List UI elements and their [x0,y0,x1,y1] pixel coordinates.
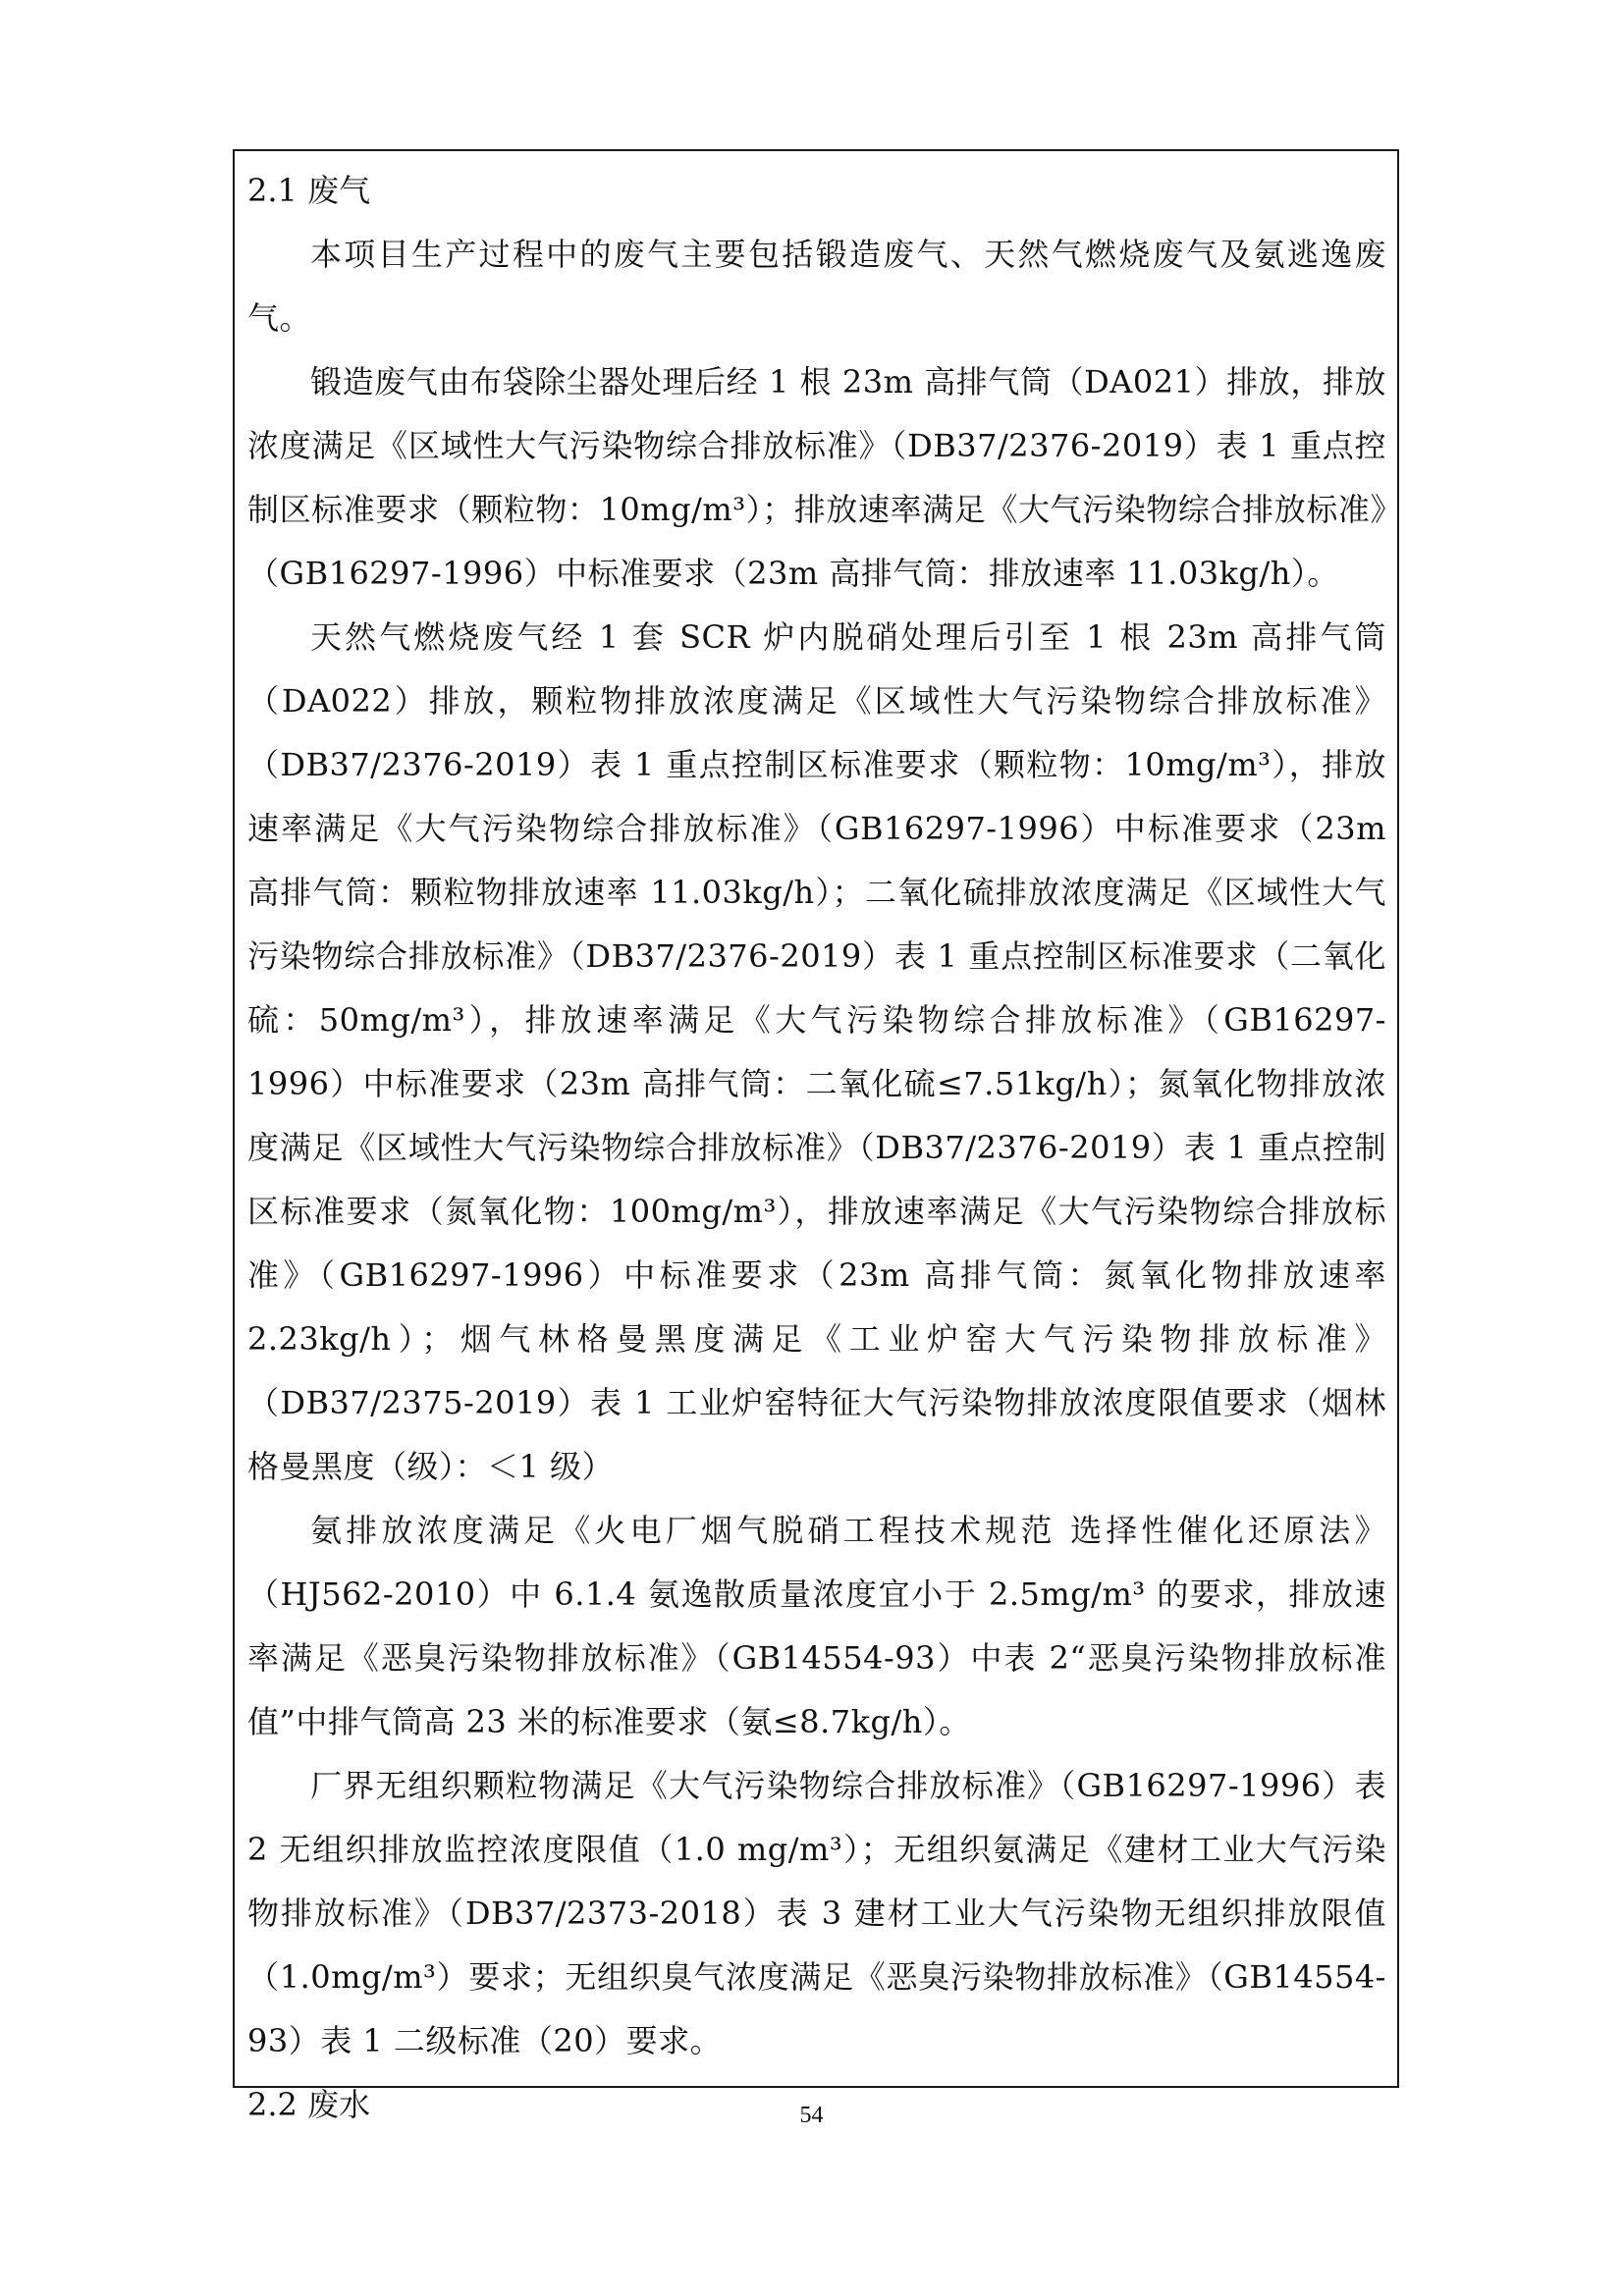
paragraph-ammonia-slip: 氨排放浓度满足《火电厂烟气脱硝工程技术规范 选择性催化还原法》（HJ562-2010）中 6.1.4 氨逸散质量浓度宜小于 2.5mg/m³ 的要求，排放速率满足《恶臭污染物排放标准》（GB14554-93）中表 2“恶臭污染物排放标准值”中排气筒高 23 米的标准要求（氨≤8.7kg/h）。 [247,1512,1386,1740]
section-heading-waste-gas: 2.1 废气 [247,172,371,209]
document-body [247,159,1386,2137]
page-number: 54 [799,2103,824,2128]
paragraph-fugitive-emissions: 厂界无组织颗粒物满足《大气污染物综合排放标准》（GB16297-1996）表 2 无组织排放监控浓度限值（1.0 mg/m³）；无组织氨满足《建材工业大气污染物排放标准》（DB37/2373-2018）表 3 建材工业大气污染物无组织排放限值（1.0mg/m³）要求；无组织臭气浓度满足《恶臭污染物排放标准》（GB14554-93）表 1 二级标准（20）要求。 [247,1767,1386,2059]
paragraph-overview: 本项目生产过程中的废气主要包括锻造废气、天然气燃烧废气及氨逃逸废气。 [247,236,1386,337]
paragraph-natural-gas-exhaust: 天然气燃烧废气经 1 套 SCR 炉内脱硝处理后引至 1 根 23m 高排气筒（DA022）排放，颗粒物排放浓度满足《区域性大气污染物综合排放标准》（DB37/2376-2019）表 1 重点控制区标准要求（颗粒物：10mg/m³），排放速率满足《大气污染物综合排放标准》（GB16297-1996）中标准要求（23m 高排气筒：颗粒物排放速率 11.03kg/h）；二氧化硫排放浓度满足《区域性大气污染物综合排放标准》（DB37/2376-2019）表 1 重点控制区标准要求（二氧化硫：50mg/m³），排放速率满足《大气污染物综合排放标准》（GB16297-1996）中标准要求（23m 高排气筒：二氧化硫≤7.51kg/h）；氮氧化物排放浓度满足《区域性大气污染物综合排放标准》（DB37/2376-2019）表 1 重点控制区标准要求（氮氧化物：100mg/m³），排放速率满足《大气污染物综合排放标准》（GB16297-1996）中标准要求（23m 高排气筒：氮氧化物排放速率 2.23kg/h）；烟气林格曼黑度满足《工业炉窑大气污染物排放标准》（DB37/2375-2019）表 1 工业炉窑特征大气污染物排放浓度限值要求（烟林格曼黑度（级）：＜1 级） [247,618,1386,1485]
paragraph-forging-exhaust: 锻造废气由布袋除尘器处理后经 1 根 23m 高排气筒（DA021）排放，排放浓度满足《区域性大气污染物综合排放标准》（DB37/2376-2019）表 1 重点控制区标准要求（颗粒物：10mg/m³）；排放速率满足《大气污染物综合排放标准》（GB16297-1996）中标准要求（23m 高排气筒：排放速率 11.03kg/h）。 [247,363,1386,592]
section-heading-wastewater: 2.2 废水 [247,2086,371,2123]
content-frame [233,149,1399,2123]
